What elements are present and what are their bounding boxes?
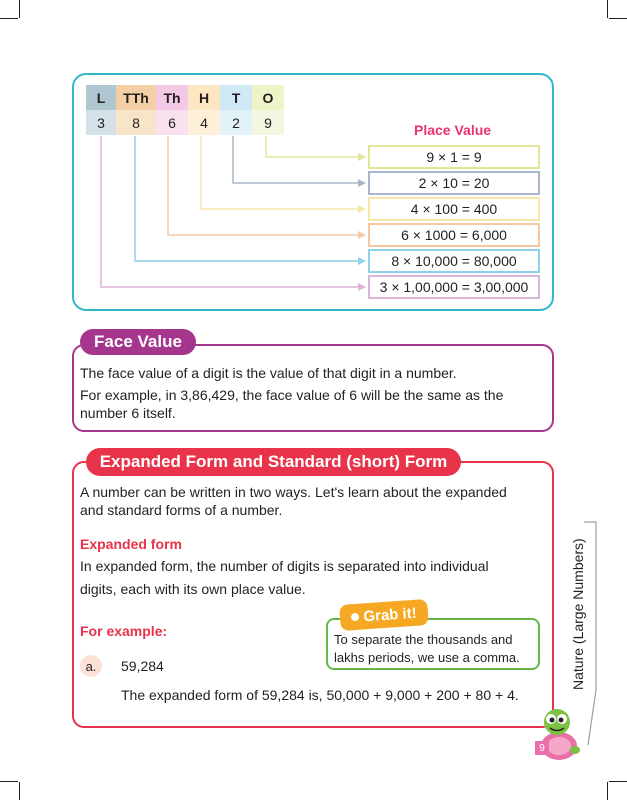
example-number: 59,284 — [121, 658, 164, 674]
crop-mark — [607, 782, 608, 800]
digit-ones: 9 — [252, 110, 284, 135]
expanded-intro-line-1: A number can be written in two ways. Let's learn about the expanded — [80, 484, 507, 500]
place-value-row-hundreds: 4 × 100 = 400 — [368, 197, 540, 221]
crop-mark — [19, 782, 20, 800]
digit-tens: 2 — [220, 110, 252, 135]
digit-hundreds: 4 — [188, 110, 220, 135]
example-heading: For example: — [80, 623, 168, 639]
header-ones: O — [252, 85, 284, 110]
header-ten-thousands: TTh — [116, 85, 156, 110]
header-tens: T — [220, 85, 252, 110]
face-value-heading: Face Value — [80, 329, 196, 355]
page-number: 9 — [535, 741, 549, 755]
expanded-desc-line-1: In expanded form, the number of digits is separated into individual — [80, 558, 489, 574]
grab-it-line-1: To separate the thousands and — [334, 632, 513, 647]
grab-it-label: Grab it! — [362, 604, 418, 625]
header-lakhs: L — [86, 85, 116, 110]
place-value-row-thousands: 6 × 1000 = 6,000 — [368, 223, 540, 247]
crop-mark — [0, 781, 18, 782]
place-value-title: Place Value — [414, 122, 492, 138]
side-title-bracket — [582, 520, 602, 750]
example-expanded-text: The expanded form of 59,284 is, 50,000 + 9,000 + 200 + 80 + 4. — [121, 687, 519, 703]
expanded-form-heading: Expanded Form and Standard (short) Form — [86, 448, 461, 476]
place-value-row-lakhs: 3 × 1,00,000 = 3,00,000 — [368, 275, 540, 299]
digit-ten-thousands: 8 — [116, 110, 156, 135]
grab-it-line-2: lakhs periods, we use a comma. — [334, 650, 520, 665]
face-value-line-2: For example, in 3,86,429, the face value of 6 will be the same as the — [80, 387, 504, 403]
expanded-desc-line-2: digits, each with its own place value. — [80, 581, 306, 597]
place-value-table — [86, 85, 284, 135]
digit-lakhs: 3 — [86, 110, 116, 135]
expanded-intro-line-2: and standard forms of a number. — [80, 502, 283, 518]
header-hundreds: H — [188, 85, 220, 110]
crop-mark — [609, 781, 627, 782]
place-value-row-tens: 2 × 10 = 20 — [368, 171, 540, 195]
digit-thousands: 6 — [156, 110, 188, 135]
place-value-row-ones: 9 × 1 = 9 — [368, 145, 540, 169]
place-value-row-ten-thousands: 8 × 10,000 = 80,000 — [368, 249, 540, 273]
face-value-line-3: number 6 itself. — [80, 405, 176, 421]
header-thousands: Th — [156, 85, 188, 110]
bullet-dot-icon — [351, 613, 360, 622]
face-value-line-1: The face value of a digit is the value of that digit in a number. — [80, 365, 457, 381]
side-title-text: Nature (Large Numbers) — [570, 538, 586, 690]
expanded-form-subheading: Expanded form — [80, 536, 182, 552]
example-bullet: a. — [80, 655, 102, 677]
